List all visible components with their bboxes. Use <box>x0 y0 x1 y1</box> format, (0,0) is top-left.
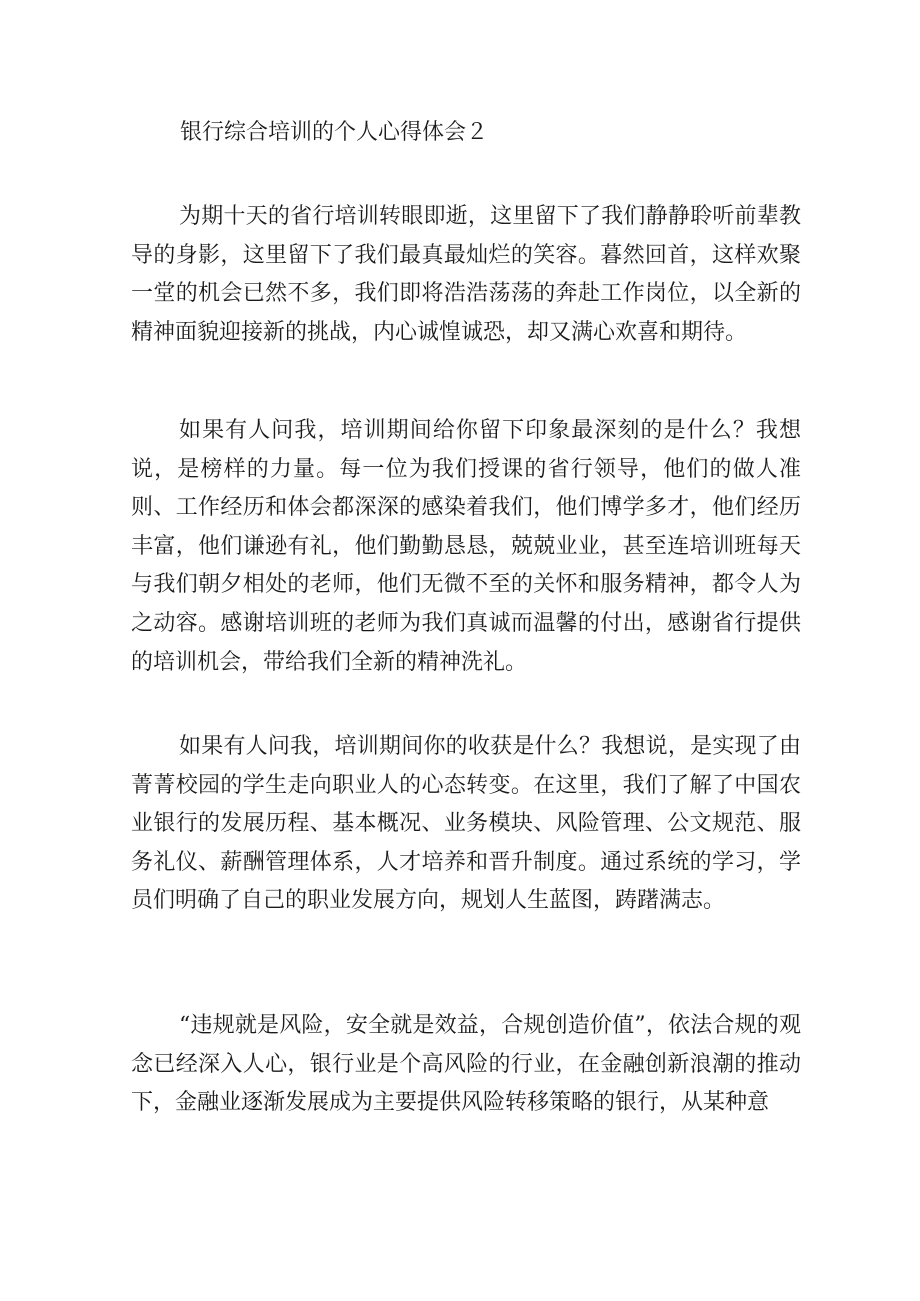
paragraph-2: 如果有人问我，培训期间给你留下印象最深刻的是什么？我想说，是榜样的力量。每一位为我们授课的省行领导，他们的做人准则、工作经历和体会都深深的感染着我们，他们博学多才，他们经历丰富，他们谦逊有礼，他们勤勤恳恳，兢兢业业，甚至连培训班每天与我们朝夕相处的老师，他们无微不至的关怀和服务精神，都令人为之动容。感谢培训班的老师为我们真诚而温馨的付出，感谢省行提供的培训机会，带给我们全新的精神洗礼。 <box>131 418 801 675</box>
paragraph-3: 如果有人问我，培训期间你的收获是什么？我想说，是实现了由菁菁校园的学生走向职业人的心态转变。在这里，我们了解了中国农业银行的发展历程、基本概况、业务模块、风险管理、公文规范、服务礼仪、薪酬管理体系，人才培养和晋升制度。通过系统的学习，学员们明确了自己的职业发展方向，规划人生蓝图，踌躇满志。 <box>131 734 801 914</box>
paragraph-1: 为期十天的省行培训转眼即逝，这里留下了我们静静聆听前辈教导的身影，这里留下了我们最真最灿烂的笑容。暮然回首，这样欢聚一堂的机会已然不多，我们即将浩浩荡荡的奔赴工作岗位，以全新的精神面貌迎接新的挑战，内心诚惶诚恐，却又满心欢喜和期待。 <box>131 204 801 345</box>
paragraph-4: “违规就是风险，安全就是效益，合规创造价值”，依法合规的观念已经深入人心，银行业是个高风险的行业，在金融创新浪潮的推动下，金融业逐渐发展成为主要提供风险转移策略的银行，从某种意 <box>131 1013 801 1116</box>
document-title: 银行综合培训的个人心得体会２ <box>180 120 489 145</box>
